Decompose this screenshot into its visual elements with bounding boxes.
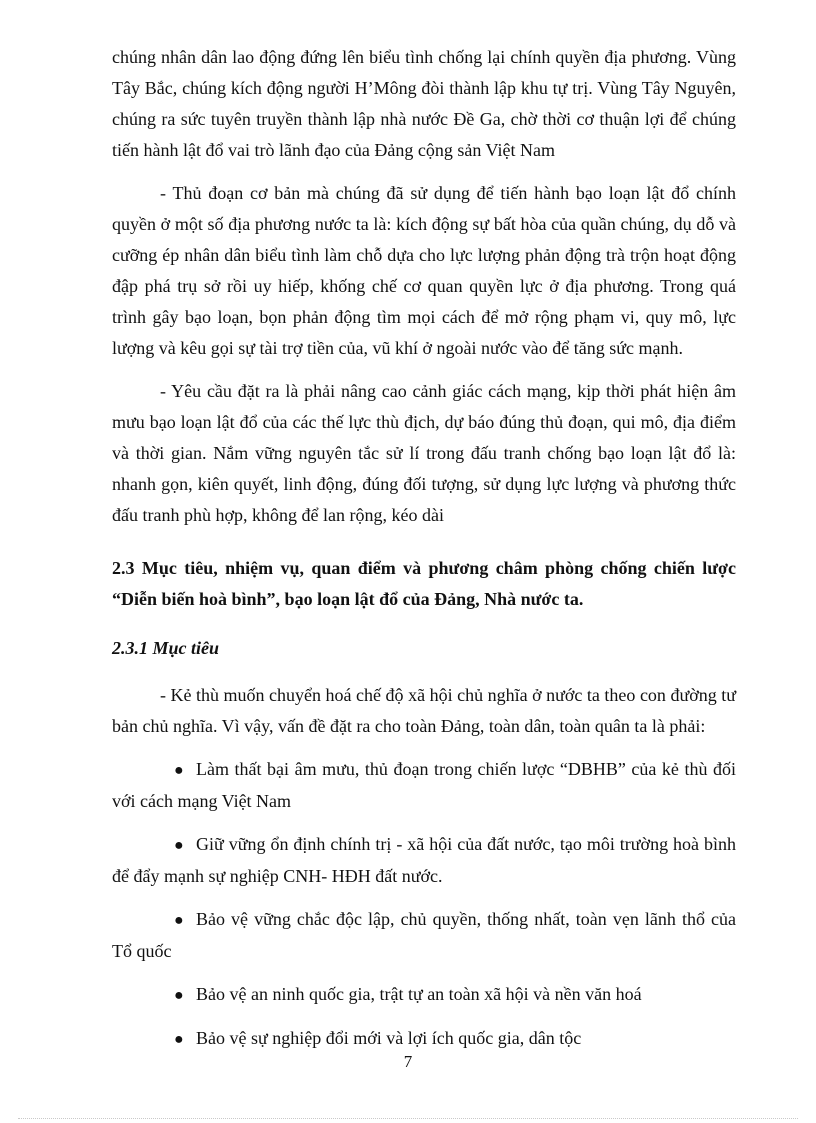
bullet-item	[112, 979, 736, 1011]
paragraph-methods: - Thủ đoạn cơ bản mà chúng đã sử dụng để tiến hành bạo loạn lật đổ chính quyền ở một số địa phương nước ta là: kích động sự bất hòa của quần chúng, dụ dỗ và cưỡng ép nhân dân biểu tình làm chỗ dựa cho lực lượng phản động trà trộn hoạt động đập phá trụ sở rồi uy hiếp, khống chế cơ quan quyền lực ở địa phương. Trong quá trình gây bạo loạn, bọn phản động tìm mọi cách để mở rộng phạm vi, quy mô, lực lượng và kêu gọi sự tài trợ tiền của, vũ khí ở ngoài nước vào để tăng sức mạnh.	[112, 183, 736, 358]
bullet-dot-icon: ●	[174, 837, 184, 854]
page-bottom-divider	[18, 1118, 798, 1119]
section-heading: 2.3 Mục tiêu, nhiệm vụ, quan điểm và phương châm phòng chống chiến lược “Diễn biến hoà bình”, bạo loạn lật đổ của Đảng, Nhà nước ta.	[112, 558, 736, 609]
paragraph-continuation: chúng nhân dân lao động đứng lên biểu tình chống lại chính quyền địa phương. Vùng Tây Bắc, chúng kích động người H’Mông đòi thành lập khu tự trị. Vùng Tây Nguyên, chúng ra sức tuyên truyền thành lập nhà nước Đề Ga, chờ thời cơ thuận lợi để chúng tiến hành lật đổ vai trò lãnh đạo của Đảng cộng sản Việt Nam	[112, 47, 736, 160]
page-number: 7	[403, 1052, 413, 1071]
bullet-text: Bảo vệ sự nghiệp đổi mới và lợi ích quốc gia, dân tộc	[196, 1028, 582, 1048]
page-body	[112, 42, 736, 1067]
bullet-dot-icon: ●	[174, 1031, 184, 1048]
bullet-text: Bảo vệ an ninh quốc gia, trật tự an toàn xã hội và nền văn hoá	[196, 984, 642, 1004]
bullet-text: Bảo vệ vững chắc độc lập, chủ quyền, thống nhất, toàn vẹn lãnh thổ của Tổ quốc	[112, 909, 736, 961]
bullet-dot-icon: ●	[174, 912, 184, 929]
subsection-heading: 2.3.1 Mục tiêu	[112, 638, 220, 658]
bullet-text: Làm thất bại âm mưu, thủ đoạn trong chiến lược “DBHB” của kẻ thù đối với cách mạng Việt Nam	[112, 759, 736, 811]
bullet-item	[112, 904, 736, 967]
bullet-item	[112, 754, 736, 817]
bullet-text: Giữ vững ổn định chính trị - xã hội của đất nước, tạo môi trường hoà bình để đẩy mạnh sự nghiệp CNH- HĐH đất nước.	[112, 834, 736, 886]
bullet-item	[112, 1023, 736, 1055]
paragraph-requirements: - Yêu cầu đặt ra là phải nâng cao cảnh giác cách mạng, kịp thời phát hiện âm mưu bạo loạn lật đổ của các thế lực thù địch, dự báo đúng thủ đoạn, qui mô, địa điểm và thời gian. Nắm vững nguyên tắc sử lí trong đấu tranh chống bạo loạn lật đổ là: nhanh gọn, kiên quyết, linh động, đúng đối tượng, sử dụng lực lượng và phương thức đấu tranh phù hợp, không để lan rộng, kéo dài	[112, 381, 736, 525]
bullet-dot-icon: ●	[174, 762, 184, 779]
bullet-item	[112, 829, 736, 892]
paragraph-intro-goals: - Kẻ thù muốn chuyển hoá chế độ xã hội chủ nghĩa ở nước ta theo con đường tư bản chủ nghĩa. Vì vậy, vấn đề đặt ra cho toàn Đảng, toàn dân, toàn quân ta là phải:	[112, 685, 736, 736]
bullet-dot-icon: ●	[174, 987, 184, 1004]
